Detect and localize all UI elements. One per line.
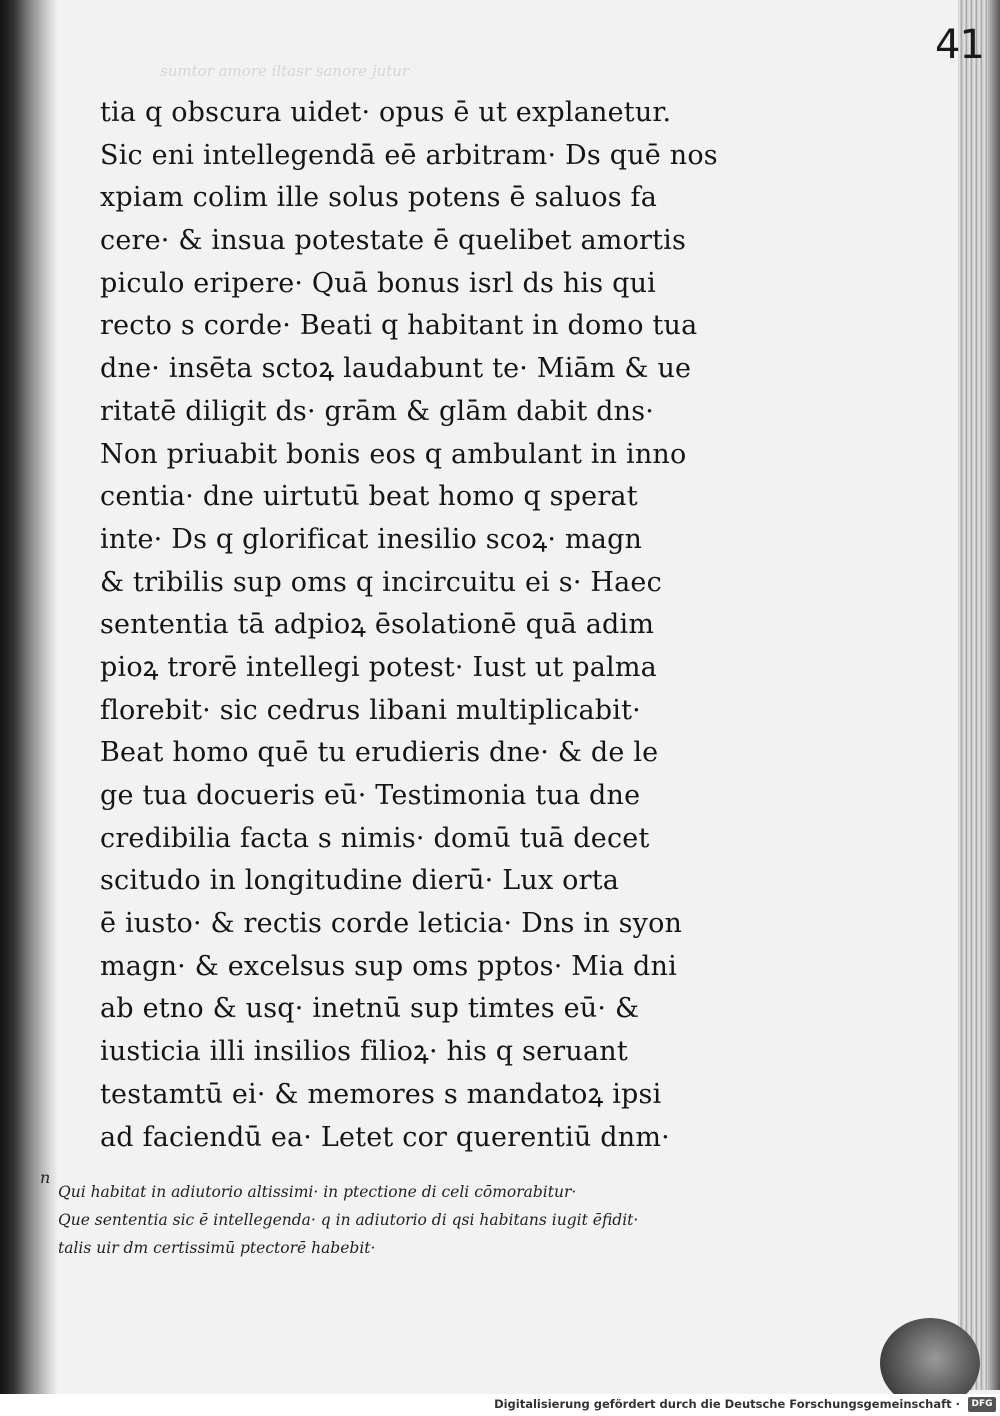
main-text-block — [100, 92, 780, 1159]
text-line: Beat homo quē tu erudieris dne· & de le — [100, 737, 659, 769]
text-line: recto s corde· Beati q habitant in domo tua — [100, 310, 698, 342]
text-line: Sic eni intellegendā eē arbitram· Ds quē nos — [100, 139, 718, 171]
text-line: Non priuabit bonis eos q ambulant in inno — [100, 438, 687, 470]
folio-number: 41 — [935, 22, 984, 68]
text-line: iusticia illi insilios filioꝝ· his q seruant — [100, 1036, 628, 1068]
binding-gutter-shadow — [0, 0, 58, 1416]
text-line: magn· & excelsus sup oms pptos· Mia dni — [100, 950, 677, 982]
gloss-line: Que sententia sic ē intellegenda· q in adiutorio di qsi habitans iugit ēfidit· — [58, 1211, 639, 1229]
text-line: sententia tā adpioꝝ ēsolationē quā adim — [100, 609, 655, 641]
text-line: tia q obscura uidet· opus ē ut explanetur. — [100, 97, 672, 128]
text-line: ge tua docueris eū· Testimonia tua dne — [100, 780, 641, 811]
text-line: inte· Ds q glorificat inesilio scoꝝ· magn — [100, 523, 643, 555]
footer-bar — [0, 1394, 1000, 1416]
dfg-logo-icon: DFG — [968, 1397, 996, 1412]
marginal-gloss — [58, 1178, 838, 1262]
text-line: pioꝝ trorē intellegi potest· Iust ut palma — [100, 651, 657, 683]
gloss-marker: n — [40, 1168, 51, 1187]
gloss-line: Qui habitat in adiutorio altissimi· in ptectione di celi cōmorabitur· — [58, 1183, 577, 1201]
text-line: florebit· sic cedrus libani multiplicabit· — [100, 694, 641, 726]
text-line: ad faciendū ea· Letet cor querentiū dnm· — [100, 1121, 670, 1153]
text-line: dne· insēta sctoꝝ laudabunt te· Miām & ue — [100, 353, 692, 385]
text-line: ab etno & usq· inetnū sup timtes eū· & — [100, 993, 640, 1025]
gloss-line: talis uir dm certissimū ptectorē habebit· — [58, 1239, 376, 1257]
text-line: centia· dne uirtutū beat homo q sperat — [100, 481, 638, 513]
text-line: & tribilis sup oms q incircuitu ei s· Haec — [100, 566, 662, 598]
text-line: xpiam colim ille solus potens ē saluos fa — [100, 182, 658, 214]
text-line: ē iusto· & rectis corde leticia· Dns in syon — [100, 908, 683, 940]
page-edge-shadow — [988, 0, 1000, 1390]
text-line: scitudo in longitudine dierū· Lux orta — [100, 865, 620, 897]
bleed-through-text: sumtor amore iltasr sanore jutur — [160, 62, 410, 80]
text-line: cere· & insua potestate ē quelibet amortis — [100, 225, 687, 257]
text-line: ritatē diligit ds· grām & glām dabit dns· — [100, 395, 655, 427]
text-line: testamtū ei· & memores s mandatoꝝ ipsi — [100, 1078, 662, 1110]
text-line: piculo eripere· Quā bonus isrl ds his qui — [100, 267, 657, 299]
funding-credit: Digitalisierung gefördert durch die Deutsche Forschungsgemeinschaft · — [494, 1397, 960, 1411]
text-line: credibilia facta s nimis· domū tuā decet — [100, 822, 650, 854]
